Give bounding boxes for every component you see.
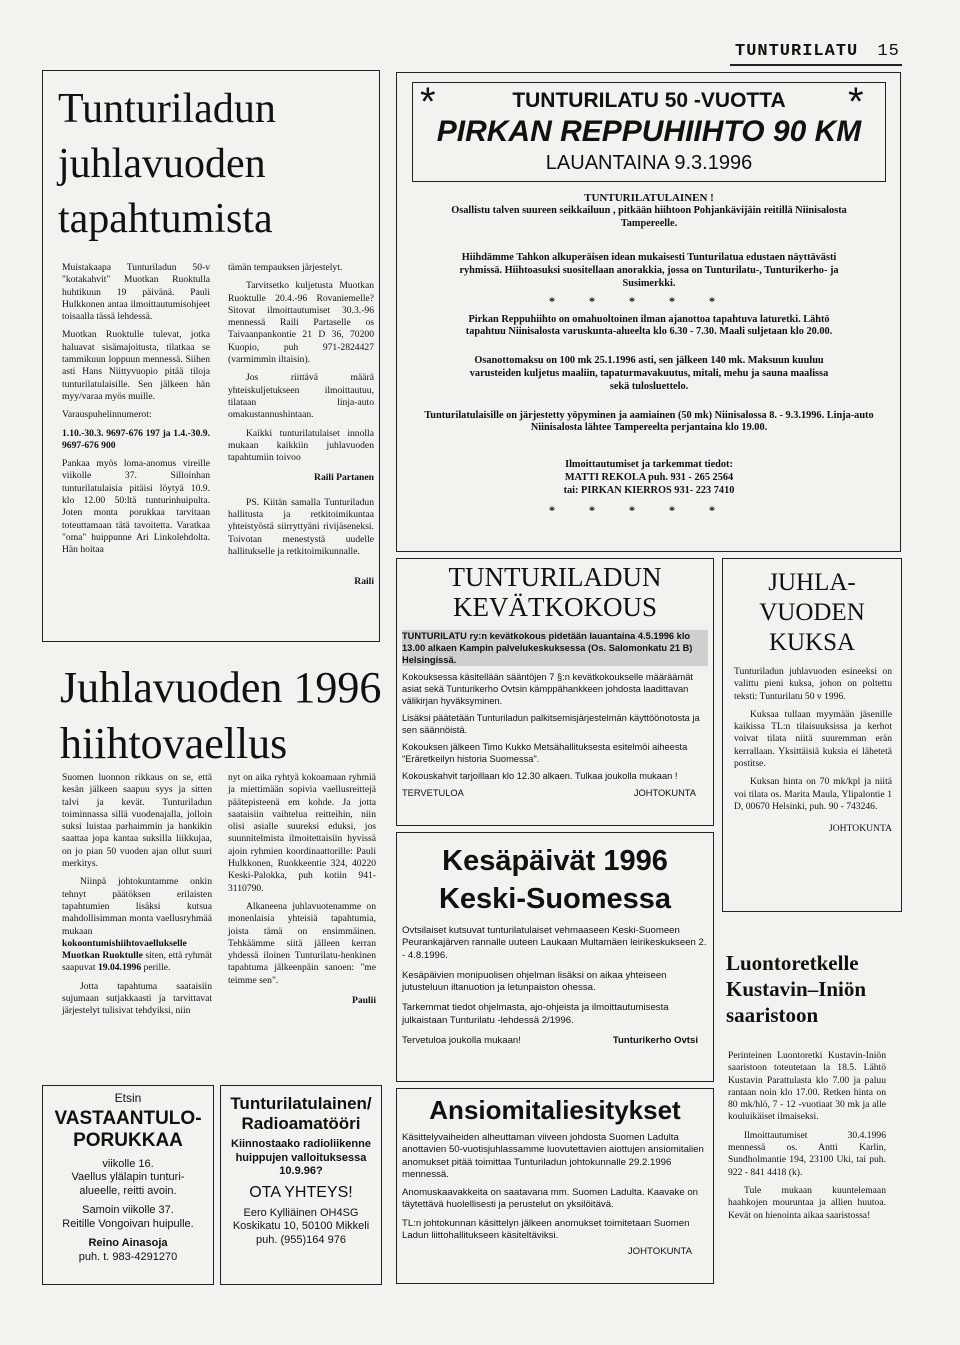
etsin-line: Reitille Vongoivan huipulle. [62, 1217, 194, 1230]
article2-text: Niinpä johtokuntamme onkin tehnyt päätöksen erilaisten tapahtumien lisäksi kutsua mahdollisimman monta vaellusryhmää mukaan [62, 876, 212, 937]
kuksa-title-line: KUKSA [768, 629, 856, 656]
radio-contact: Eero Kylliäinen OH4SG [243, 1206, 359, 1219]
pirkan-header2: PIRKAN REPPUHIIHTO 90 KM [436, 115, 862, 148]
pirkan-star-right: * [848, 80, 864, 124]
pirkan-para: Tunturilatulaisille on järjestetty yöpyminen ja aamiainen (50 mk) Niinisalossa 8. - 9.3.1996. Linja-auto Niinisalosta lähtee Tampereelta perjantaina klo 19.00. [424, 409, 874, 434]
article2-paragraph [62, 876, 212, 974]
kevat-signatures [402, 787, 708, 799]
kesa-right-sign: Tunturikerho Ovtsi [612, 1035, 698, 1047]
pirkan-header-text [412, 88, 886, 176]
kuksa-paragraph: Kuksan hinta on 70 mk/kpl ja niitä voi tilata os. Marita Maula, Ylipalontie 1 D, 00670 Helsinki, puh. 90 - 743246. [734, 776, 892, 812]
ansio-sign: JOHTOKUNTA [627, 1246, 692, 1258]
etsin-title: PORUKKAA [73, 1129, 183, 1151]
article1-paragraph: tämän tempauksen järjestelyt. [228, 262, 343, 273]
pirkan-contact: MATTI REKOLA puh. 931 - 265 2564 [564, 471, 734, 483]
pirkan-stars [420, 504, 878, 517]
article2-text: siten, että ryhmät saapuvat [62, 950, 212, 974]
ansio-paragraph: Käsittelyvaiheiden alheuttaman viiveen johdosta Suomen Ladulta anottavien 50-vuotisjuhlassamme luovutettavien aiottujen ansiomitalien anomukset pitää toimittaa Tunturiladun johtokunnalle 29.2.1996 mennessä. [402, 1132, 704, 1180]
kuksa-title-line: VUODEN [759, 599, 865, 626]
article1-title [58, 82, 276, 247]
article1-paragraph: Muotkan Ruoktulle tulevat, jotka haluavat sisämajoitusta, tilatkaa se tammikuun loppuun mennessä. Siihen asti Hans Niittyvuopio pitää tiloja tunturilatulaisille. Sen jälkeen hän myy/varaa myös muille. [62, 329, 210, 402]
kevat-paragraph: Kokouksen jälkeen Timo Kukko Metsähallituksesta esitelmöi aiheesta "Eräretkeilyn historia Suomessa". [402, 742, 688, 764]
kuksa-title-line: JUHLA- [768, 569, 856, 596]
pirkan-stars [420, 295, 878, 308]
luonto-title [726, 950, 866, 1028]
article1-phone-numbers: 1.10.-30.3. 9697-676 197 ja 1.4.-30.9. 9697-676 900 [62, 427, 210, 451]
etsin-label: Etsin [114, 1091, 142, 1105]
radio-subtitle: huippujen valloituksessa [235, 1151, 367, 1164]
kesa-signatures [402, 1035, 708, 1047]
pirkan-para: Osanottomaksu on 100 mk 25.1.1996 asti, sen jälkeen 140 mk. Maksuun kuuluu varusteiden kuljetus maaliin, tapaturmavakuutus, mitali, mehu ja sauna maalissa sekä tulosluettelo. [469, 355, 829, 392]
ansio-title: Ansiomitaliesitykset [429, 1095, 681, 1125]
luonto-body [728, 1050, 886, 1228]
page-number: 15 [877, 42, 900, 61]
article1-title-line: tapahtumista [58, 196, 273, 242]
pirkan-para: Pirkan Reppuhiihto on omahuoltoinen ilman ajanottoa tapahtuva laturetki. Lähtö tapahtuu Niinisalosta varuskunta-alueelta klo 6.30 - 7.30. Maali suljetaan klo 20.00. [465, 313, 833, 338]
article1-ps-signature: Raili [354, 576, 374, 588]
radio-contact: puh. (955)164 976 [256, 1233, 346, 1246]
article1-paragraph: Varauspuhelinnumerot: [62, 409, 152, 421]
etsin-title: VASTAANTULO- [54, 1107, 202, 1129]
luonto-paragraph: Tule mukaan kuuntelemaan haahkojen mouruntaa ja allien huutoa. Kevät on hienointa aikaa saaristossa! [728, 1184, 886, 1221]
kevat-right-sign: JOHTOKUNTA [633, 788, 696, 798]
kevat-paragraph: Kokouksessa käsitellään sääntöjen 7 §:n kevätkokoukselle määräämät asiat sekä Tunturikerho Ovtsin kämppähankkeen johdosta laadittavan välikirjan hyväksyminen. [402, 672, 693, 706]
article1-paragraph: Muistakaapa Tunturiladun 50-v "kotakahvit" Muotkan Ruoktulla huhtikuun 19 päivänä. Pauli Hulkkonen antaa ilmoittautumisohjeet toisaalla tässä lehdessä. [62, 262, 210, 323]
kuksa-sign: JOHTOKUNTA [828, 823, 892, 835]
article1-paragraph: Pankaa myös loma-anomus vireille viikolle 37. Silloinhan tunturilatulaisia pitäisi löytyä 10.9. klo 12.00 50:ltä tunturinhuipulta. Joten monta porukkaa tarvitaan toteuttamaan tätä tavoitetta. Varatkaa "oma" huippunne Ari Linkolehdolta. Hän hoitaa [62, 458, 210, 556]
etsin-contact-phone: puh. t. 983-4291270 [78, 1250, 178, 1263]
radio-call: OTA YHTEYS! [249, 1183, 353, 1201]
radio-content [222, 1094, 380, 1247]
article2-title-line: Juhlavuoden 1996 [60, 663, 382, 712]
article1-title-line: Tunturiladun [58, 86, 276, 132]
kesa-paragraph: Kesäpäivien monipuolisen ohjelman lisäksi on aikaa yhteiseen jutusteluun iltanuotion ja letunpaiston ohessa. [402, 969, 667, 994]
kevat-paragraph: Kokouskahvit tarjoillaan klo 12.30 alkaen. Tulkaa joukolla mukaan ! [402, 771, 678, 781]
star-icon: * [669, 502, 709, 517]
pirkan-contacts-title: Ilmoittautumiset ja tarkemmat tiedot: [565, 459, 733, 471]
kesa-paragraph: Tarkemmat tiedot ohjelmasta, ajo-ohjeista ja ilmoittautumisesta julkaistaan Tunturilatu -lehdessä 2/1996. [402, 1002, 669, 1026]
star-icon: * [709, 293, 749, 308]
kesa-title-line: Kesäpäivät 1996 [442, 845, 668, 877]
running-header [735, 40, 900, 61]
kevat-paragraph: TUNTURILATU ry:n kevätkokous pidetään lauantaina 4.5.1996 klo 13.00 alkaen Kampin palvelukeskuksessa (Os. Salomonkatu 21 B) Helsingissä. [402, 630, 708, 666]
article2-title-line: hiihtovaellus [60, 719, 288, 768]
star-icon: * [629, 502, 669, 517]
kesa-paragraph: Ovtsilaiset kutsuvat tunturilatulaiset vehmaaseen Keski-Suomeen Peurankajärven rannalle uuteen Laukaan Multamäen leirikeskukseen 2. - 4.8.1996. [402, 925, 707, 961]
luonto-paragraph: Perinteinen Luontoretki Kustavin-Iniön saaristoon toteutetaan la 18.5. Lähtö Kustavin Parattulasta klo 7.00 ja paluu rantaan noin klo 17.00. Retken hinta on 80 mk/hlö, 7 - 12 -vuotiaat 30 mk ja alle kouluikäiset ilmaiseksi. [728, 1050, 886, 1123]
pirkan-header1: TUNTURILATU 50 -VUOTTA [512, 89, 786, 112]
pirkan-body [420, 192, 878, 516]
etsin-line: Samoin viikolle 37. [82, 1204, 174, 1216]
etsin-line: Vaellus ylälapin tunturi- [71, 1171, 185, 1183]
article1-title-line: juhlavuoden [58, 141, 266, 187]
kuksa-paragraph: Tunturiladun juhlavuoden esineeksi on valittu pieni kuksa, johon on poltettu teksti: Tunturilatu 50 v 1996. [734, 666, 892, 702]
etsin-line: alueelle, reitti avoin. [79, 1184, 177, 1197]
kuksa-paragraph: Kuksaa tullaan myymään jäsenille kaikissa TL:n tilaisuuksissa ja kerhot voivat tilata niitä suuremman erän kerrallaan. Yksittäisiä kuksia ei lähetetä postitse. [734, 708, 892, 770]
etsin-line: viikolle 16. [102, 1157, 154, 1170]
kevat-left-sign: TERVETULOA [402, 788, 464, 798]
header-rule [730, 64, 902, 66]
ansio-paragraph: TL:n johtokunnan käsittelyn jälkeen anomukset toimitetaan Suomen Ladun liittohallitukseen käsiteltäviksi. [402, 1217, 690, 1242]
star-icon: * [549, 502, 589, 517]
kevat-paragraph: Lisäksi päätetään Tunturiladun palkitsemisjärjestelmän käyttöönotosta ja sen säännöistä. [402, 713, 700, 735]
article2-paragraph: Suomen luonnon rikkaus on se, että kesän jälkeen saapuu syys ja sitten talvi ja kevät. Tunturiladun toiminnassa sillä vuodenajalla, jolloin suksi luistaa parhaimmin ja hankikin saattaa jopa kantaa suksilla liikkujaa, on jo pian 50 vuoden ajan ollut suuri merkitys. [62, 772, 212, 870]
pirkan-star-left: * [420, 80, 436, 124]
article2-date: 19.04.1996 [97, 962, 142, 974]
article1-ps: PS. Kiitän samalla Tunturiladun hallitusta ja retkitoimikuntaa yhteistyöstä siirryttyäni rivijäseneksi. Toivotan menestystä uudelle hallitukselle ja retkitoimikunnalle. [228, 496, 374, 557]
star-icon: * [549, 293, 589, 308]
pirkan-para: Hiihdämme Tahkon alkuperäisen idean mukaisesti Tunturilatua edustaen näyttävästi ryhmissä. Hiihtoasuksi suositellaan anorakkia, jossa on Tunturilatu-, Tunturikerho- ja Susimerkki. [459, 252, 839, 289]
kesa-title [398, 842, 712, 918]
article1-paragraph: Jos riittävä määrä yhteiskuljetukseen ilmoittautuu, tilataan linja-auto omakustannushintaan. [228, 372, 374, 421]
kesa-title-line: Keski-Suomessa [438, 883, 672, 915]
article2-col2 [228, 772, 376, 1013]
ansio-body [402, 1132, 708, 1265]
article2-paragraph: nyt on aika ryhtyä kokoamaan ryhmiä ja miettimään sopivia vaellusreittejä päätepisteenä em kohde. Ja jotta saataisiin vaihtelua reitteihin, niin olisi asialle suureksi eduksi, jos suunnitelmista ilmoitettaisiin hyvissä ajoin ryhmien koordinaattorille: Pauli Hulkkonen, Ruokkeentie 324, 40220 Keski-Palokka, puh kotiin 941-3110790. [228, 772, 376, 894]
etsin-contact-name: Reino Ainasoja [88, 1237, 168, 1249]
article1-col2 [228, 262, 374, 595]
article1-paragraph: Kaikki tunturilatulaiset innolla mukaan kaikkiin juhlavuoden tapahtumiin toivoo [228, 427, 374, 464]
luonto-title-line: Kustavin–Iniön [726, 977, 867, 1001]
article2-title [60, 660, 381, 772]
star-icon: * [589, 502, 629, 517]
article2-col1 [62, 772, 212, 1024]
luonto-title-line: saaristoon [726, 1003, 819, 1027]
radio-subtitle: Kiinnostaako radioliikenne [231, 1138, 371, 1150]
star-icon: * [629, 293, 669, 308]
kevat-body [402, 630, 708, 799]
kesa-left-sign: Tervetuloa joukolla mukaan! [402, 1035, 521, 1047]
radio-title: Radioamatööri [241, 1114, 361, 1133]
star-icon: * [589, 293, 629, 308]
article1-signature: Raili Partanen [314, 472, 374, 484]
kuksa-body [734, 666, 892, 842]
radio-subtitle: 10.9.96? [279, 1165, 323, 1177]
luonto-title-line: Luontoretkelle [726, 951, 859, 975]
article2-emphasis: kokoontumishiihtovaellukselle Muotkan Ruoktulle [62, 937, 187, 962]
pirkan-intro: Osallistu talven suureen seikkailuun , pitkään hiihtoon Pohjankävijäin reitillä Niinisalosta Tampereelle. [451, 204, 847, 229]
kuksa-title [724, 568, 900, 658]
running-title: TUNTURILATU [735, 42, 859, 61]
article1-col1 [62, 262, 210, 563]
article2-paragraph: Jotta tapahtuma saataisiin sujumaan sutjakkaasti ja tarvittavat järjestelyt tulisivat tehdyiksi, niin [62, 980, 212, 1017]
kesa-body [402, 925, 708, 1047]
kevat-title [398, 562, 712, 622]
star-icon: * [709, 502, 749, 517]
pirkan-contact: tai: PIRKAN KIERROS 931- 223 7410 [563, 484, 735, 496]
pirkan-header3: LAUANTAINA 9.3.1996 [545, 152, 753, 174]
star-icon: * [669, 293, 709, 308]
ansio-paragraph: Anomuskaavakkeita on saatavana mm. Suomen Ladulta. Kaavake on täytettävä huolellisesti ja perustelut on yksilöitävä. [402, 1187, 698, 1211]
luonto-paragraph: Ilmoittautumiset 30.4.1996 mennessä os. Antti Karlin, Sundholmantie 194, 23100 Uki, tai puh. 922 - 841 4418 (k). [728, 1129, 886, 1178]
article2-paragraph: Alkaneena juhlavuotenamme on monenlaisia yhteisiä tapahtumia, joista tämä on ensimmäinen. Tehkäämme siitä jälleen kerran yhdessä iloinen Tunturilatu-henkinen tapahtuma jälkeenpäin sanoen: "me teimme sen". [228, 900, 376, 986]
kevat-title-line: KEVÄTKOKOUS [453, 592, 657, 622]
kevat-title-line: TUNTURILADUN [448, 562, 662, 592]
radio-contact: Koskikatu 10, 50100 Mikkeli [232, 1220, 370, 1232]
article1-paragraph: Tarvitsetko kuljetusta Muotkan Ruoktulle 20.4.-96 Rovaniemelle? Sitovat ilmoittautumiset 30.3.-96 mennessä Raili Partaselle os Taivaanpankontie 21 D 36, 70200 Kuopio, puh 971-2824427 (varmimmin iltaisin). [228, 280, 374, 366]
article2-text: perille. [141, 962, 171, 974]
pirkan-call: TUNTURILATULAINEN ! [584, 192, 714, 204]
radio-title: Tunturilatulainen/ [230, 1094, 372, 1113]
article2-signature: Paulii [352, 995, 376, 1007]
etsin-content [44, 1092, 212, 1264]
